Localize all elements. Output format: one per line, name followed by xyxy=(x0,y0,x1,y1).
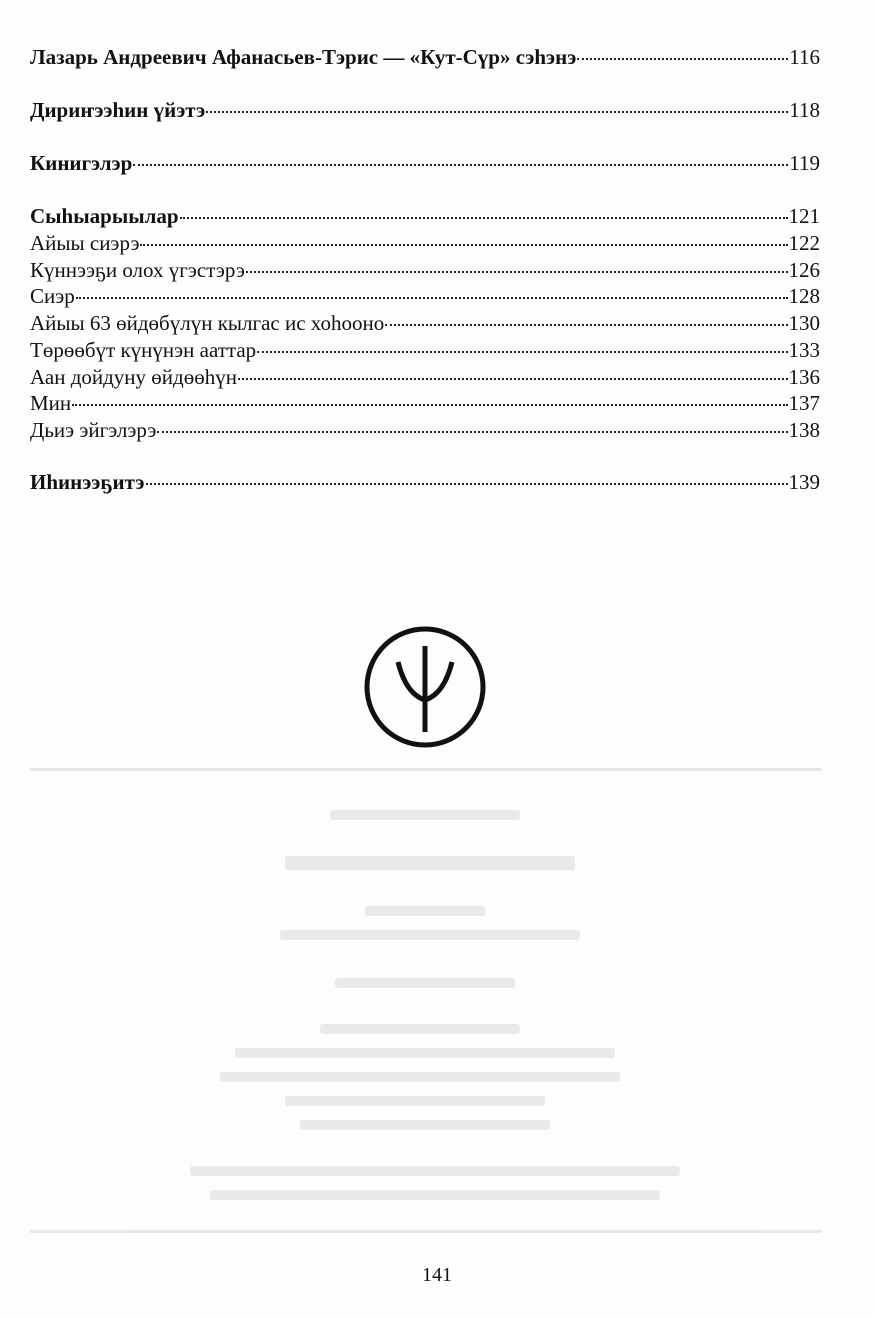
toc-leader-dots xyxy=(246,271,788,273)
toc-entry[interactable] xyxy=(30,203,820,229)
toc-entry-page: 122 xyxy=(788,231,820,255)
toc-leader-dots xyxy=(140,244,787,246)
toc-entry[interactable] xyxy=(30,417,820,443)
toc-leader-dots xyxy=(257,351,787,353)
toc-entry[interactable] xyxy=(30,150,820,176)
toc-leader-dots xyxy=(76,297,788,299)
toc-entry-title: Дириҥээһин үйэтэ xyxy=(30,98,206,122)
show-through-imprint xyxy=(30,768,822,1238)
toc-entry[interactable] xyxy=(30,230,820,256)
toc-entry[interactable] xyxy=(30,364,820,390)
toc-entry-title: Айыы сиэрэ xyxy=(30,231,140,255)
toc-entry-page: 119 xyxy=(789,151,820,175)
toc-entry[interactable] xyxy=(30,390,820,416)
toc-leader-dots xyxy=(146,483,788,485)
tree-rune-circle-icon xyxy=(362,624,488,750)
page-number: 141 xyxy=(422,1264,452,1286)
toc-leader-dots xyxy=(133,164,788,166)
toc-leader-dots xyxy=(157,431,787,433)
toc-entry-page: 130 xyxy=(788,311,820,335)
toc-entry-title: Дьиэ эйгэлэрэ xyxy=(30,418,157,442)
toc-entry-page: 121 xyxy=(788,204,820,228)
toc-leader-dots xyxy=(206,111,788,113)
toc-entry-title: Кинигэлэр xyxy=(30,151,133,175)
toc-entry[interactable] xyxy=(30,337,820,363)
toc-entry[interactable] xyxy=(30,44,820,70)
toc-entry-title: Сыһыарыылар xyxy=(30,204,179,228)
toc-leader-dots xyxy=(238,378,788,380)
toc-entry-title: Күннээҕи олох үгэстэрэ xyxy=(30,258,245,282)
toc-entry[interactable] xyxy=(30,469,820,495)
toc-leader-dots xyxy=(72,404,787,406)
toc-entry-page: 133 xyxy=(788,338,820,362)
toc-entry-page: 128 xyxy=(788,284,820,308)
toc-entry-page: 137 xyxy=(788,391,820,415)
toc-leader-dots xyxy=(385,324,787,326)
toc-entry-title: Иһинээҕитэ xyxy=(30,470,145,494)
toc-leader-dots xyxy=(180,217,788,219)
toc-entry[interactable] xyxy=(30,257,820,283)
toc-entry-page: 116 xyxy=(789,45,820,69)
toc-entry-title: Айыы 63 өйдөбүлүн кылгас ис хоһооно xyxy=(30,311,385,335)
toc-entry-page: 126 xyxy=(788,258,820,282)
toc-entry-page: 136 xyxy=(788,365,820,389)
toc-entry-page: 118 xyxy=(789,98,820,122)
toc-entry-title: Аан дойдуну өйдөөһүн xyxy=(30,365,237,389)
toc-entry[interactable] xyxy=(30,283,820,309)
toc-entry-title: Сиэр xyxy=(30,284,75,308)
toc-entry[interactable] xyxy=(30,310,820,336)
toc-entry-page: 139 xyxy=(788,470,820,494)
toc-leader-dots xyxy=(577,58,788,60)
toc-entry-title: Төрөөбүт күнүнэн ааттар xyxy=(30,338,257,362)
toc-entry-title: Лазарь Андреевич Афанасьев-Тэрис — «Кут-Сүр» сэһэнэ xyxy=(30,45,577,69)
toc-entry-title: Мин xyxy=(30,391,72,415)
toc-entry-page: 138 xyxy=(788,418,820,442)
toc-entry[interactable] xyxy=(30,97,820,123)
